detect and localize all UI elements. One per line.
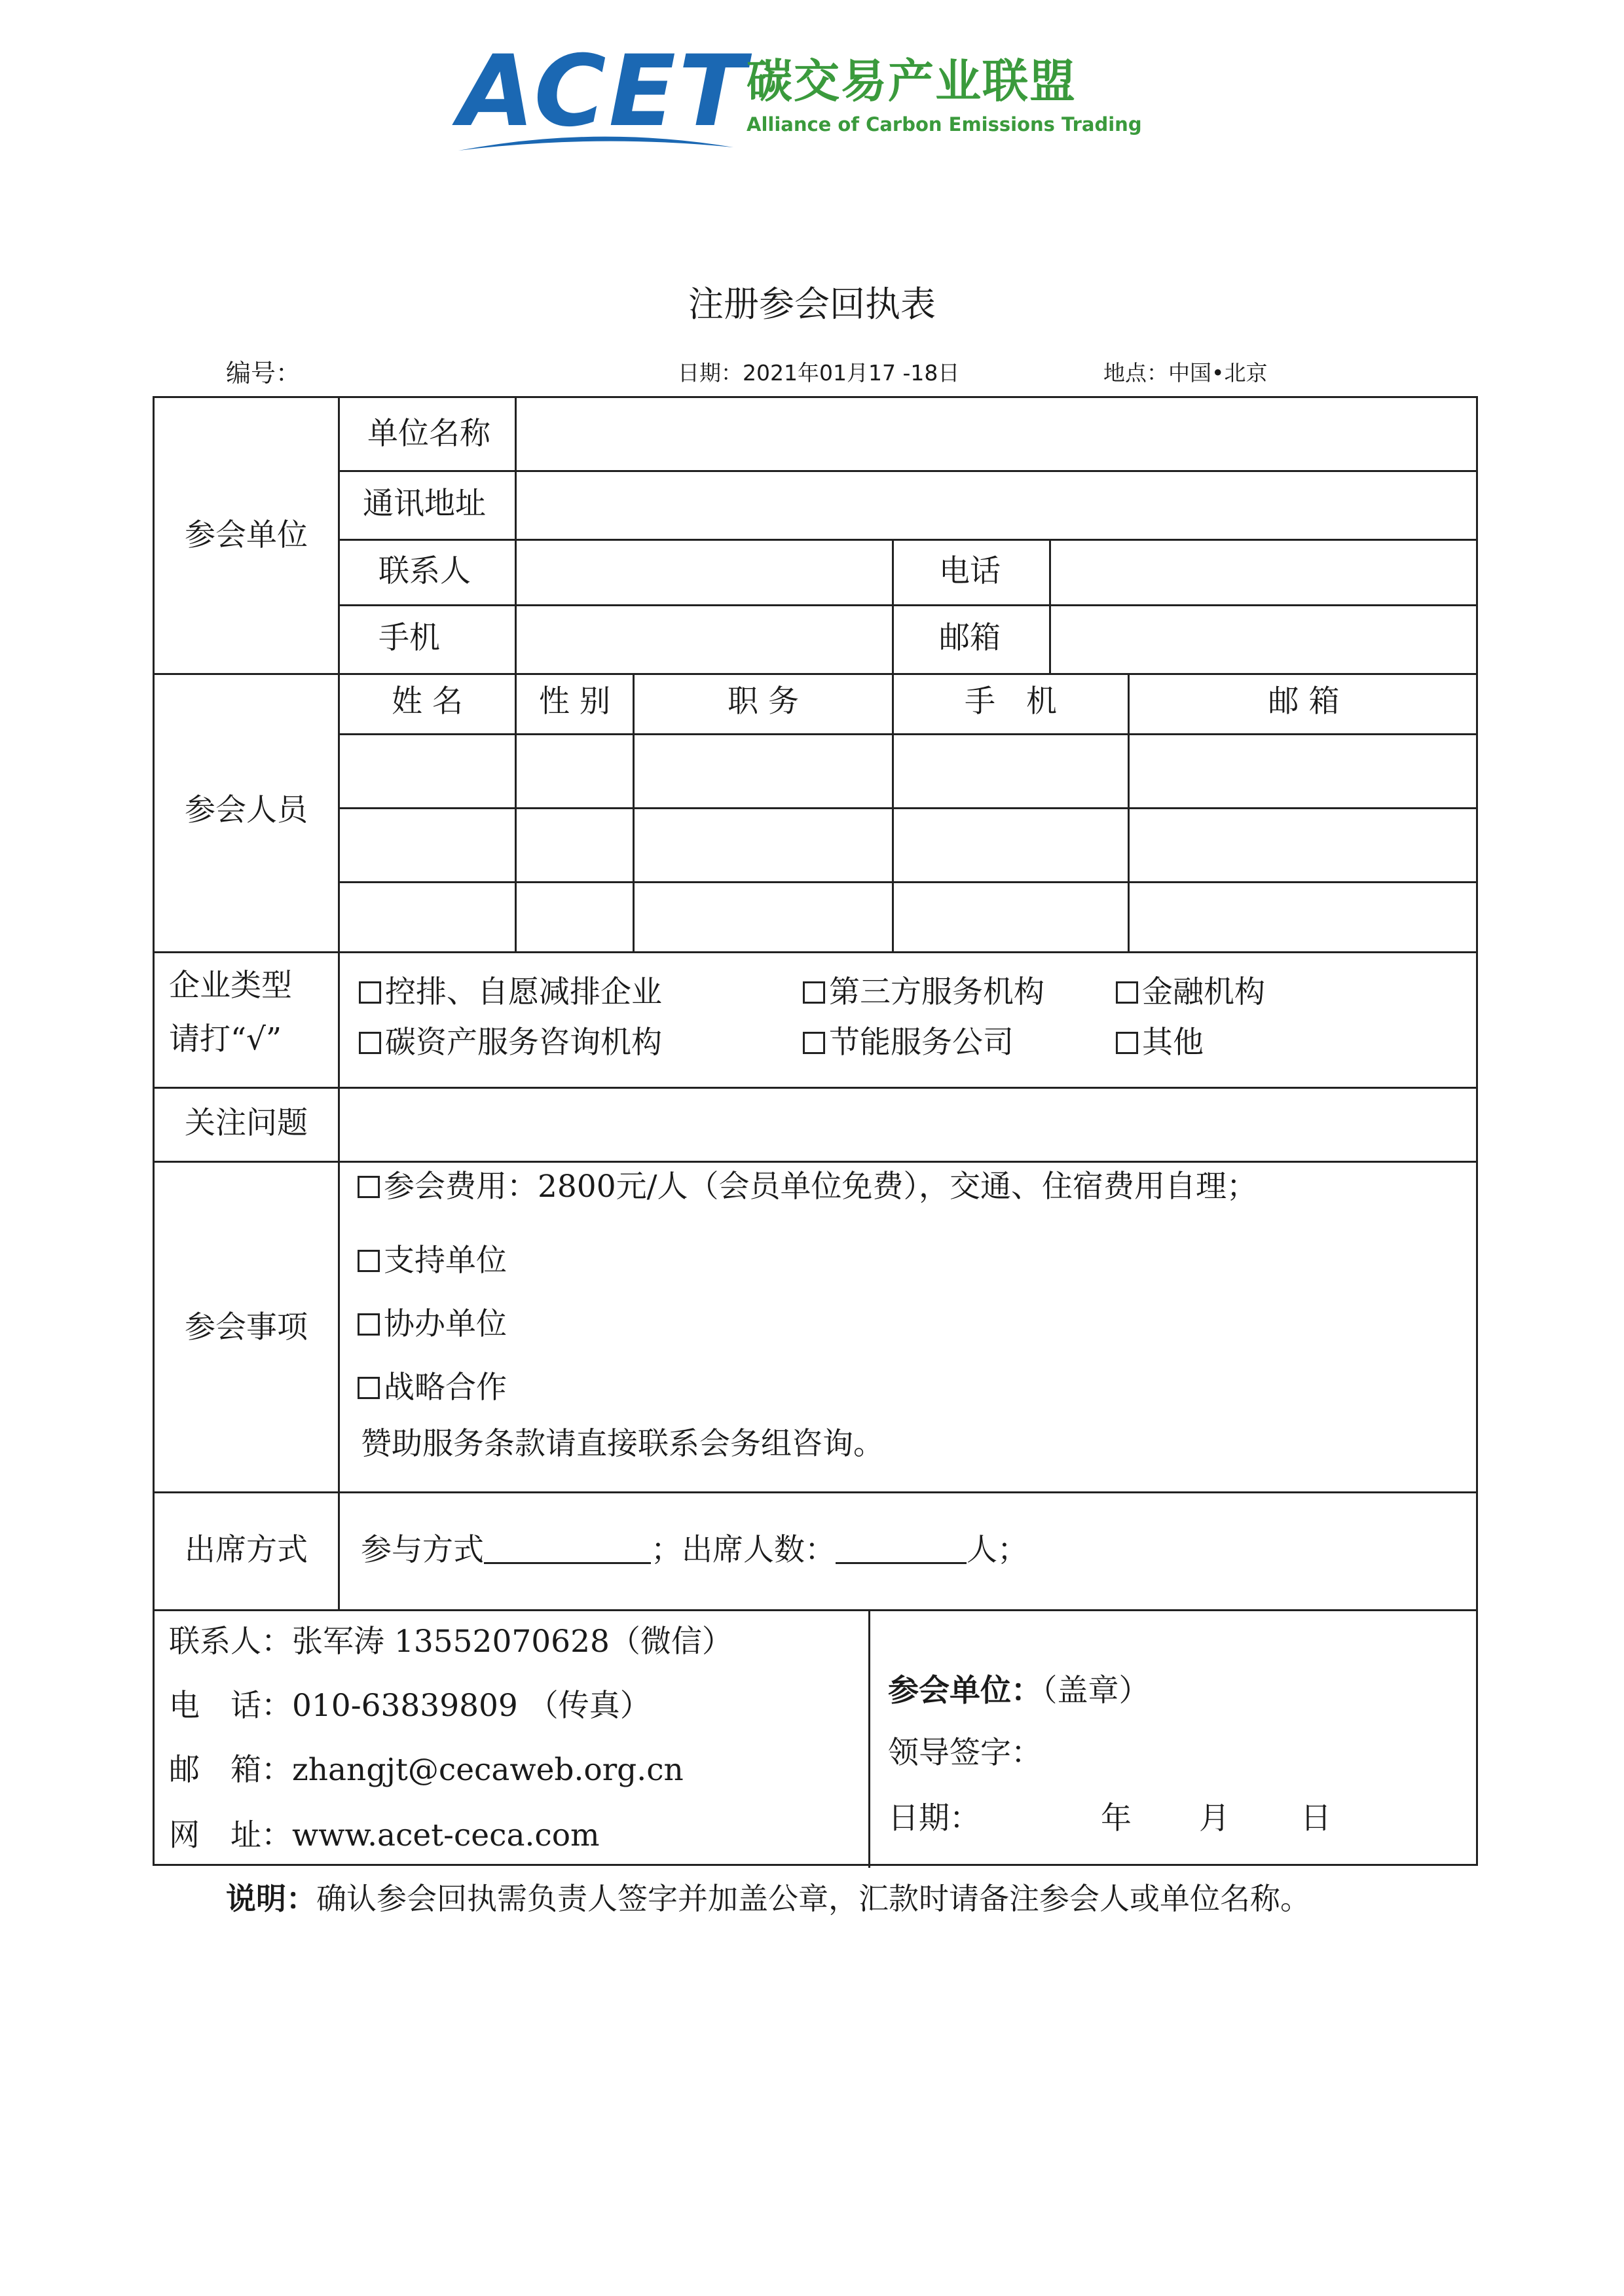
meeting-place: 地点：中国•北京 — [1103, 360, 1268, 386]
contact-person-field[interactable] — [518, 541, 890, 604]
option-energy-saving[interactable]: 节能服务公司 — [803, 1023, 1014, 1063]
page-title: 注册参会回执表 — [688, 283, 936, 325]
option-support-unit[interactable]: 支持单位 — [358, 1241, 507, 1281]
contact-person: 联系人：张军涛 13552070628（微信） — [169, 1624, 733, 1660]
fee-option[interactable]: 参会费用：2800元/人（会员单位免费），交通、住宿费用自理； — [358, 1167, 1257, 1207]
mobile-label: 手机 — [378, 620, 440, 656]
logo-name-cn: 碳交易产业联盟 — [747, 54, 1077, 108]
email-field[interactable] — [1052, 607, 1478, 671]
attendee-row[interactable] — [340, 883, 1478, 950]
signature-month: 月 — [1199, 1800, 1230, 1836]
logo-name-en: Alliance of Carbon Emissions Trading — [747, 113, 1142, 136]
email-label: 邮箱 — [939, 620, 1001, 656]
column-header-mobile: 手 机 — [965, 683, 1057, 720]
column-header-gender: 性 别 — [539, 683, 610, 720]
number-label: 编号： — [226, 359, 301, 388]
checkbox[interactable] — [359, 981, 381, 1004]
column-header-name: 姓 名 — [392, 683, 463, 720]
attendee-row[interactable] — [340, 735, 1478, 806]
address-field[interactable] — [518, 473, 1477, 538]
option-carbon-asset[interactable]: 碳资产服务咨询机构 — [359, 1023, 662, 1063]
section-unit-label: 参会单位 — [185, 517, 308, 553]
checkbox[interactable] — [803, 981, 825, 1004]
attendance-label: 出席方式 — [185, 1532, 308, 1568]
attendee-row[interactable] — [340, 809, 1478, 880]
checkbox[interactable] — [358, 1377, 380, 1399]
contact-website[interactable]: 网 址：www.acet-ceca.com — [169, 1817, 600, 1853]
unit-name-label: 单位名称 — [367, 416, 490, 452]
contact-email[interactable]: 邮 箱：zhangjt@cecaweb.org.cn — [169, 1752, 684, 1788]
address-label: 通讯地址 — [363, 486, 486, 522]
signature-date-label: 日期： — [888, 1800, 980, 1836]
registration-form — [153, 396, 1478, 1866]
column-header-email: 邮 箱 — [1268, 683, 1340, 720]
option-co-organizer[interactable]: 协办单位 — [358, 1305, 507, 1344]
logo-brand: ACET — [458, 35, 748, 149]
checkbox[interactable] — [358, 1250, 380, 1272]
attendance-count-field[interactable] — [836, 1533, 967, 1564]
section-attendees-label: 参会人员 — [185, 792, 308, 828]
signature-day: 日 — [1301, 1800, 1331, 1836]
company-type-label: 企业类型 — [169, 968, 292, 1004]
company-type-hint: 请打“√” — [169, 1021, 282, 1057]
checkbox[interactable] — [358, 1176, 380, 1198]
column-header-position: 职 务 — [728, 683, 799, 720]
checkbox[interactable] — [803, 1032, 825, 1054]
logo-swoosh-icon — [458, 118, 733, 157]
concern-field[interactable] — [341, 1089, 1477, 1159]
matters-label: 参会事项 — [185, 1309, 308, 1345]
header-logo — [458, 35, 1192, 157]
footnote: 说明：确认参会回执需负责人签字并加盖公章，汇款时请备注参会人或单位名称。 — [226, 1881, 1310, 1916]
attendance-mode-field[interactable] — [484, 1533, 651, 1564]
checkbox[interactable] — [359, 1032, 381, 1054]
option-third-party[interactable]: 第三方服务机构 — [803, 973, 1044, 1012]
unit-name-field[interactable] — [518, 401, 1477, 469]
phone-label: 电话 — [939, 553, 1001, 589]
checkbox[interactable] — [1116, 1032, 1138, 1054]
contact-person-label: 联系人 — [378, 553, 471, 589]
mobile-field[interactable] — [518, 607, 890, 671]
signature-leader: 领导签字： — [888, 1735, 1042, 1771]
signature-unit: 参会单位：（盖章） — [888, 1673, 1150, 1709]
meeting-date: 日期：2021年01月17 -18日 — [678, 360, 960, 386]
contact-phone: 电 话：010-63839809 （传真） — [169, 1688, 651, 1724]
phone-field[interactable] — [1052, 541, 1478, 604]
signature-year: 年 — [1101, 1800, 1132, 1836]
checkbox[interactable] — [1116, 981, 1138, 1004]
option-financial[interactable]: 金融机构 — [1116, 973, 1265, 1012]
option-other[interactable]: 其他 — [1116, 1023, 1204, 1063]
option-strategic-partner[interactable]: 战略合作 — [358, 1368, 507, 1408]
concern-label: 关注问题 — [185, 1105, 308, 1141]
sponsor-note: 赞助服务条款请直接联系会务组咨询。 — [361, 1426, 884, 1462]
attendance-line: 参与方式 ；出席人数： 人； — [361, 1532, 1028, 1568]
checkbox[interactable] — [358, 1313, 380, 1336]
option-emission-enterprise[interactable]: 控排、自愿减排企业 — [359, 973, 662, 1012]
